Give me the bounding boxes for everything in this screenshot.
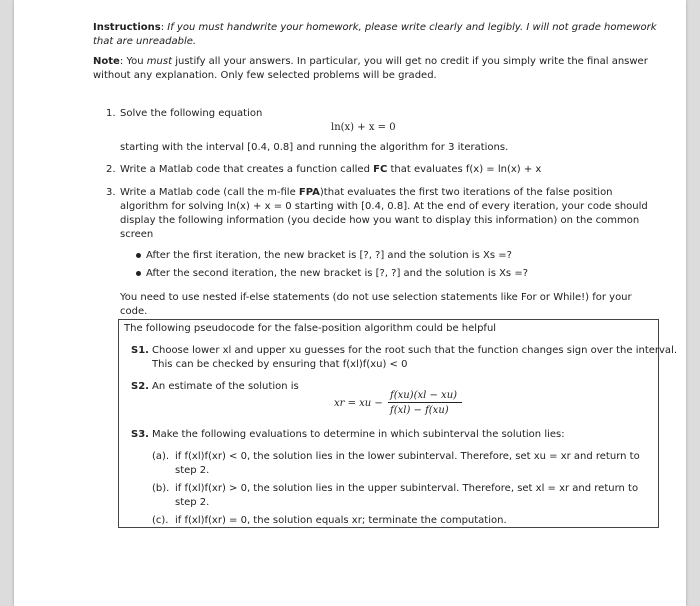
case-c-line-1: if f(xl)f(xr) = 0, the solution equals xr; terminate the computation. <box>175 515 507 526</box>
function-name-fc: FC <box>373 164 388 175</box>
problem-1-equation: ln(x) + x = 0 <box>331 122 396 133</box>
formula-lhs: xr = xu − <box>334 398 383 409</box>
problem-3-line-2: algorithm for solving ln(x) + x = 0 starting with [0.4, 0.8]. At the end of every iteration, your code should <box>120 201 648 212</box>
case-b-label: (b). <box>152 483 170 494</box>
case-a-line-1: if f(xl)f(xr) < 0, the solution lies in the lower subinterval. Therefore, set xu = xr and return to <box>175 451 640 462</box>
note-line-2: without any explanation. Only few selected problems will be graded. <box>93 70 437 81</box>
case-b-line-1: if f(xl)f(xr) > 0, the solution lies in the upper subinterval. Therefore, set xl = xr and return to <box>175 483 639 494</box>
problem-1-text: Solve the following equation <box>120 108 263 119</box>
case-a-line-2: step 2. <box>175 465 210 476</box>
problem-1-number: 1. <box>106 108 116 119</box>
instructions-text: If you must handwrite your homework, please write clearly and legibly. I will not grade homework <box>167 22 657 33</box>
problem-1-after: starting with the interval [0.4, 0.8] and running the algorithm for 3 iterations. <box>120 142 509 153</box>
case-a-label: (a). <box>152 451 170 462</box>
step-s2-text: An estimate of the solution is <box>152 381 299 392</box>
instructions-line-2: that are unreadable. <box>93 36 197 47</box>
problem-3-line-3: display the following information (you decide how you want to display this information) on the common <box>120 215 640 226</box>
step-s1-line-1: Choose lower xl and upper xu guesses for the root such that the function changes sign over the interval. <box>152 345 678 356</box>
instructions-label: Instructions <box>93 22 161 33</box>
formula-denominator: f(xl) − f(xu) <box>390 405 449 416</box>
note-label: Note <box>93 56 120 67</box>
bullet-dot <box>136 253 141 258</box>
problem-3-line-1: Write a Matlab code (call the m-file FPA)that evaluates the first two iterations of the false position <box>120 187 613 198</box>
case-c-label: (c). <box>152 515 169 526</box>
bullet-item-2: After the second iteration, the new bracket is [?, ?] and the solution is Xs =? <box>146 268 529 279</box>
formula-numerator: f(xu)(xl − xu) <box>390 390 458 401</box>
bullet-dot <box>136 271 141 276</box>
problem-3-line-4: screen <box>120 229 154 240</box>
instructions-line-1: Instructions: If you must handwrite your homework, please write clearly and legibly. I will not grade homework <box>93 22 657 33</box>
note-line-1: Note: You must justify all your answers. In particular, you will get no credit if you simply write the final answer <box>93 56 648 67</box>
pseudocode-title: The following pseudocode for the false-position algorithm could be helpful <box>124 323 497 334</box>
bullet-item-1: After the first iteration, the new bracket is [?, ?] and the solution is Xs =? <box>146 250 512 261</box>
case-b-line-2: step 2. <box>175 497 210 508</box>
step-s1-line-2: This can be checked by ensuring that f(xl)f(xu) < 0 <box>152 359 408 370</box>
nested-note-line-2: code. <box>120 306 148 317</box>
document-page <box>14 0 686 606</box>
mfile-name-fpa: FPA <box>298 187 320 198</box>
step-s1-label: S1. <box>131 345 149 356</box>
problem-3-number: 3. <box>106 187 116 198</box>
step-s3-label: S3. <box>131 429 149 440</box>
fraction-bar <box>388 402 462 403</box>
problem-2-text: Write a Matlab code that creates a function called FC that evaluates f(x) = ln(x) + x <box>120 164 542 175</box>
nested-note-line-1: You need to use nested if-else statements (do not use selection statements like For or While!) for your <box>120 292 632 303</box>
problem-2-number: 2. <box>106 164 116 175</box>
step-s3-text: Make the following evaluations to determine in which subinterval the solution lies: <box>152 429 565 440</box>
step-s2-label: S2. <box>131 381 149 392</box>
